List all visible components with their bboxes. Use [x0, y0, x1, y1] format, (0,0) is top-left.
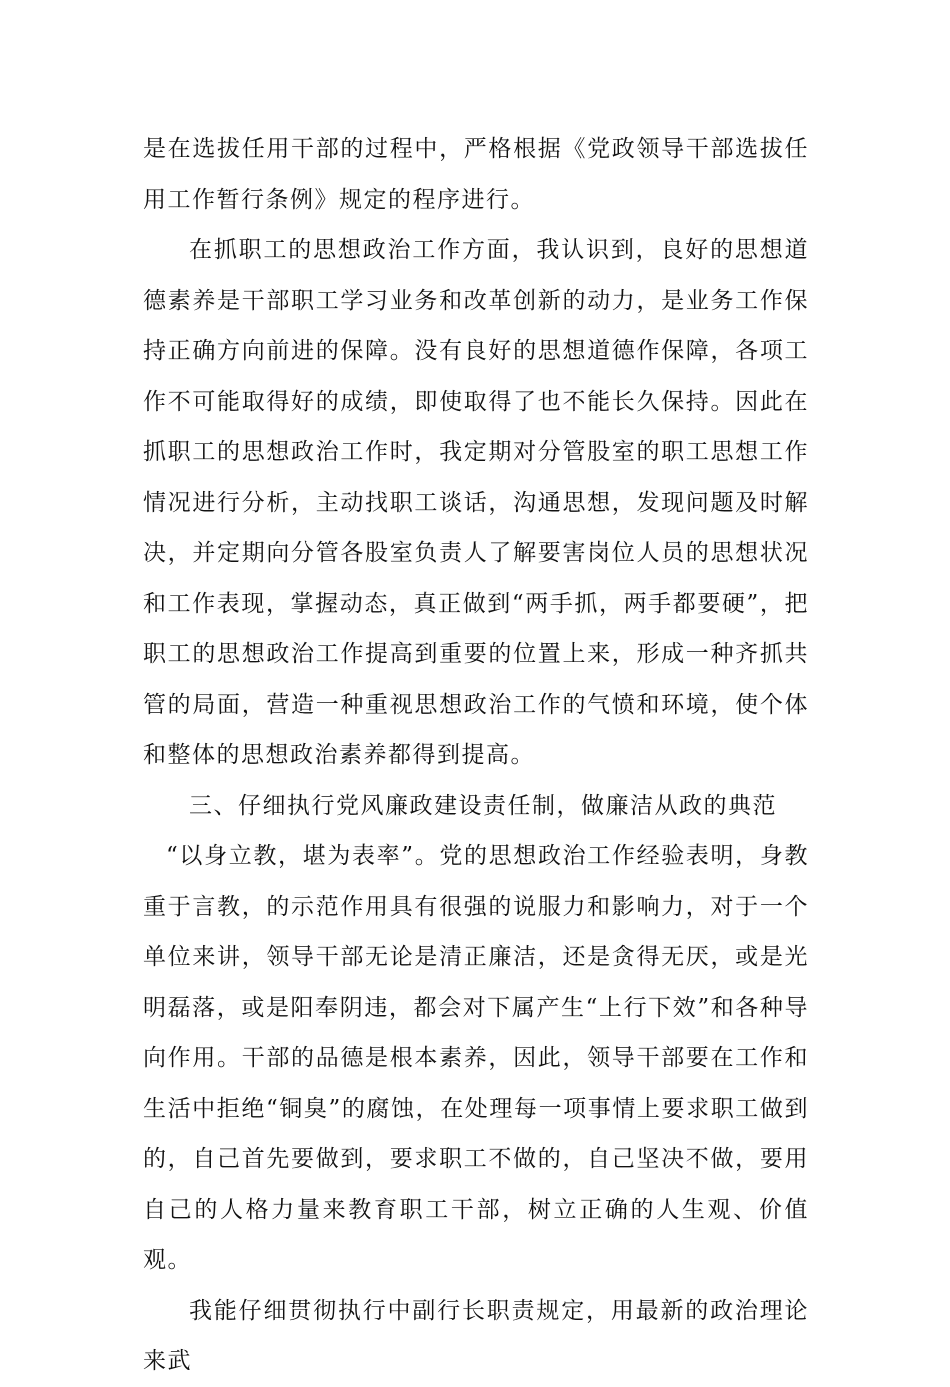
paragraph-continuation: 是在选拔任用干部的过程中，严格根据《党政领导干部选拔任用工作暂行条例》规定的程序进行。: [143, 136, 809, 213]
document-body: [143, 124, 809, 1387]
section-heading-three: 三、仔细执行党风廉政建设责任制，做廉洁从政的典范: [189, 792, 777, 819]
paragraph-lead-by-example: “以身立教，堪为表率”。党的思想政治工作经验表明，身教重于言教，的示范作用具有很强的说服力和影响力，对于一个单位来讲，领导干部无论是清正廉洁，还是贪得无厌，或是光明磊落，或是阳奉阴违，都会对下属产生“上行下效”和各种导向作用。干部的品德是根本素养，因此，领导干部要在工作和生活中拒绝“铜臭”的腐蚀，在处理每一项事情上要求职工做到的，自己首先要做到，要求职工不做的，自己坚决不做，要用自己的人格力量来教育职工干部，树立正确的人生观、价值观。: [143, 843, 809, 1273]
paragraph-thought-work: 在抓职工的思想政治工作方面，我认识到，良好的思想道德素养是干部职工学习业务和改革创新的动力，是业务工作保持正确方向前进的保障。没有良好的思想道德作保障，各项工作不可能取得好的成绩，即使取得了也不能长久保持。因此在抓职工的思想政治工作时，我定期对分管股室的职工思想工作情况进行分析，主动找职工谈话，沟通思想，发现问题及时解决，并定期向分管各股室负责人了解要害岗位人员的思想状况和工作表现，掌握动态，真正做到“两手抓，两手都要硬”，把职工的思想政治工作提高到重要的位置上来，形成一种齐抓共管的局面，营造一种重视思想政治工作的气愤和环境，使个体和整体的思想政治素养都得到提高。: [143, 237, 809, 768]
paragraph-duties: 我能仔细贯彻执行中副行长职责规定，用最新的政治理论来武: [143, 1297, 809, 1374]
